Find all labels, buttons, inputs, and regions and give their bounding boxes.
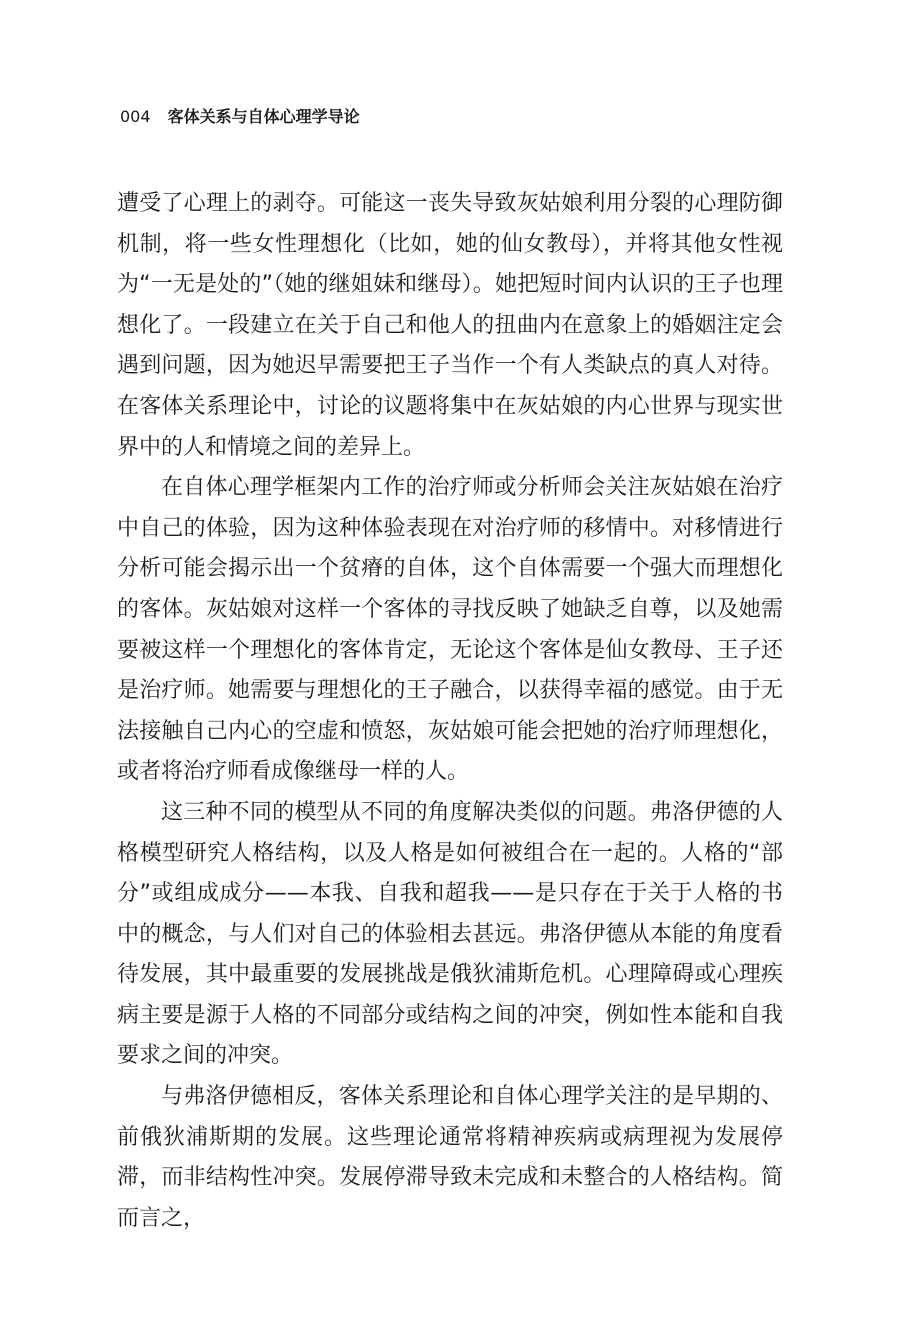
body-text <box>117 184 783 1239</box>
paragraph-1: 遭受了心理上的剥夺。可能这一丧失导致灰姑娘利用分裂的心理防御机制，将一些女性理想化（比如，她的仙女教母），并将其他女性视为“一无是处的”（她的继姐妹和继母）。她把短时间内认识的王子也理想化了。一段建立在关于自己和他人的扭曲内在意象上的婚姻注定会遇到问题，因为她迟早需要把王子当作一个有人类缺点的真人对待。在客体关系理论中，讨论的议题将集中在灰姑娘的内心世界与现实世界中的人和情境之间的差异上。 <box>117 191 783 460</box>
paragraph-3: 这三种不同的模型从不同的角度解决类似的问题。弗洛伊德的人格模型研究人格结构，以及人格是如何被组合在一起的。人格的“部分”或组成成分——本我、自我和超我——是只存在于关于人格的书中的概念，与人们对自己的体验相去甚远。弗洛伊德从本能的角度看待发展，其中最重要的发展挑战是俄狄浦斯危机。心理障碍或心理疾病主要是源于人格的不同部分或结构之间的冲突，例如性本能和自我要求之间的冲突。 <box>117 799 783 1069</box>
book-title: 客体关系与自体心理学导论 <box>167 107 360 126</box>
paragraph-2: 在自体心理学框架内工作的治疗师或分析师会关注灰姑娘在治疗中自己的体验，因为这种体验表现在对治疗师的移情中。对移情进行分析可能会揭示出一个贫瘠的自体，这个自体需要一个强大而理想化的客体。灰姑娘对这样一个客体的寻找反映了她缺乏自尊，以及她需要被这样一个理想化的客体肯定，无论这个客体是仙女教母、王子还是治疗师。她需要与理想化的王子融合，以获得幸福的感觉。由于无法接触自己内心的空虚和愤怒，灰姑娘可能会把她的治疗师理想化，或者将治疗师看成像继母一样的人。 <box>117 475 783 785</box>
running-head <box>120 106 360 128</box>
paragraph-4: 与弗洛伊德相反，客体关系理论和自体心理学关注的是早期的、前俄狄浦斯期的发展。这些理论通常将精神疾病或病理视为发展停滞，而非结构性冲突。发展停滞导致未完成和未整合的人格结构。简而言之， <box>117 1084 783 1231</box>
page-number: 004 <box>120 107 151 126</box>
